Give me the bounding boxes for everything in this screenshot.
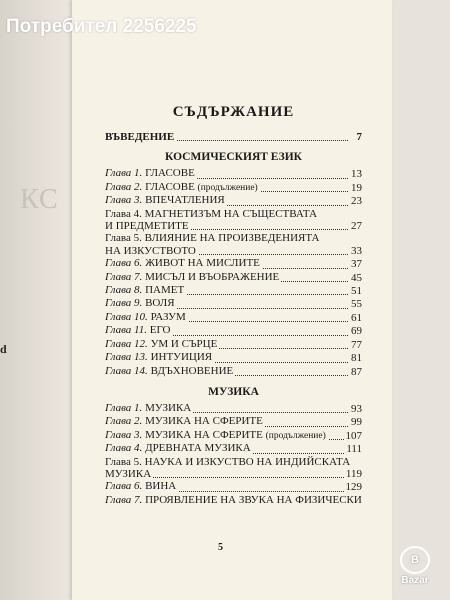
chapter-page: 45 — [351, 271, 362, 284]
chapter-prefix: Глава 5. — [105, 232, 142, 245]
chapter-page: 77 — [351, 338, 362, 351]
chapter-prefix: Глава 3. — [105, 194, 143, 207]
chapter-title: МАГНЕТИЗЪМ НА СЪЩЕСТВАТА — [144, 207, 318, 220]
chapter-prefix: Глава 9. — [105, 297, 143, 310]
chapter-prefix: Глава 6. — [105, 480, 143, 493]
toc-entry — [105, 429, 362, 442]
toc-entry — [105, 442, 362, 455]
chapter-page: 51 — [351, 285, 362, 298]
toc-entry — [105, 181, 362, 194]
chapter-page: 69 — [351, 325, 362, 338]
toc-entry — [105, 324, 362, 337]
chapter-subtitle: (продължение) — [197, 182, 258, 193]
toc-entry — [105, 351, 362, 364]
toc-entry — [105, 365, 362, 378]
page-number: 5 — [218, 542, 223, 553]
chapter-prefix: Глава 2. — [105, 415, 143, 428]
chapter-page: 81 — [351, 352, 362, 365]
chapter-prefix: Глава 5. — [105, 455, 142, 468]
intro-label: ВЪВЕДЕНИЕ — [105, 131, 175, 143]
toc-entry — [105, 208, 362, 233]
toc-entry — [105, 257, 362, 270]
chapter-title: УМ И СЪРЦЕ — [150, 337, 218, 350]
previous-page-text-fragment: d — [0, 342, 7, 356]
chapter-prefix: Глава 11. — [105, 324, 147, 337]
toc-entry — [105, 494, 362, 507]
chapter-title: МИСЪЛ И ВЪОБРАЖЕНИЕ — [145, 270, 280, 283]
chapter-prefix: Глава 4. — [105, 442, 143, 455]
toc-entry — [105, 402, 362, 415]
toc-entry — [105, 338, 362, 351]
chapter-prefix: Глава 7. — [105, 270, 143, 283]
previous-page-title-fragment: КС — [20, 184, 59, 215]
chapter-title-continued: И ПРЕДМЕТИТЕ — [105, 220, 189, 233]
chapter-page: 111 — [346, 443, 362, 456]
previous-page — [0, 0, 80, 600]
chapter-title: ИНТУИЦИЯ — [150, 351, 213, 364]
chapter-prefix: Глава 1. — [105, 167, 143, 180]
toc-entry — [105, 232, 362, 257]
table-of-contents — [105, 100, 362, 507]
chapter-prefix: Глава 8. — [105, 284, 143, 297]
chapter-page: 37 — [351, 258, 362, 271]
chapter-page: 129 — [345, 481, 362, 494]
section-title: КОСМИЧЕСКИЯТ ЕЗИК — [165, 151, 302, 164]
page-title: СЪДЪРЖАНИЕ — [172, 104, 295, 120]
chapter-title: НАУКА И ИЗКУСТВО НА ИНДИЙСКАТА — [144, 455, 351, 468]
chapter-prefix: Глава 6. — [105, 257, 143, 270]
chapter-prefix: Глава 7. — [105, 493, 143, 506]
chapter-page: 33 — [351, 244, 362, 257]
bazar-logo — [383, 546, 447, 586]
toc-entry — [105, 284, 362, 297]
chapter-page: 93 — [351, 402, 362, 415]
chapter-prefix: Глава 1. — [105, 401, 143, 414]
toc-entry — [105, 271, 362, 284]
toc-entry — [105, 194, 362, 207]
chapter-page: 13 — [351, 168, 362, 181]
toc-entry — [105, 297, 362, 310]
chapter-prefix: Глава 3. — [105, 428, 143, 441]
chapter-title: МУЗИКА — [145, 401, 192, 414]
chapter-title-continued: МУЗИКА — [105, 467, 152, 480]
chapter-title: ПРОЯВЛЕНИЕ НА ЗВУКА НА ФИЗИЧЕСКИ — [145, 493, 362, 506]
toc-entry — [105, 311, 362, 324]
toc-entry — [105, 167, 362, 180]
chapter-page: 55 — [351, 298, 362, 311]
chapter-subtitle: (продължение) — [265, 430, 326, 441]
chapter-prefix: Глава 14. — [105, 364, 148, 377]
sections — [105, 151, 362, 507]
chapter-page: 107 — [345, 429, 362, 442]
chapter-title: ГЛАСОВЕ — [145, 167, 195, 180]
toc-entry — [105, 480, 362, 493]
chapter-prefix: Глава 10. — [105, 310, 148, 323]
chapter-page: 99 — [351, 416, 362, 429]
logo-mark: B — [400, 546, 430, 574]
chapter-page: 27 — [351, 220, 362, 233]
chapter-title: ЖИВОТ НА МИСЛИТЕ — [145, 257, 260, 270]
chapter-title: ВДЪХНОВЕНИЕ — [150, 364, 234, 377]
section-title: МУЗИКА — [208, 385, 259, 398]
watermark: Потребител 2256225 — [6, 16, 197, 37]
chapter-title: МУЗИКА НА СФЕРИТЕ — [145, 415, 263, 428]
chapter-prefix: Глава 4. — [105, 207, 142, 220]
toc-entry — [105, 456, 362, 481]
chapter-title-continued: НА ИЗКУСТВОТО — [105, 244, 196, 257]
intro-entry — [105, 131, 362, 143]
chapter-title: ВОЛЯ — [145, 297, 175, 310]
chapter-title: ПАМЕТ — [145, 284, 185, 297]
chapter-page: 119 — [345, 467, 362, 480]
logo-text: Bazar — [401, 575, 429, 586]
chapter-title: ВИНА — [145, 480, 177, 493]
chapter-title: ГЛАСОВЕ — [145, 180, 198, 193]
intro-page: 7 — [356, 131, 362, 143]
chapter-prefix: Глава 13. — [105, 351, 148, 364]
chapter-page: 87 — [351, 365, 362, 378]
chapter-title: ДРЕВНАТА МУЗИКА — [145, 442, 251, 455]
chapter-title: РАЗУМ — [150, 310, 186, 323]
chapter-title: ВЛИЯНИЕ НА ПРОИЗВЕДЕНИЯТА — [144, 232, 320, 245]
chapter-title: ЕГО — [149, 324, 171, 337]
chapter-page: 23 — [351, 195, 362, 208]
chapter-prefix: Глава 12. — [105, 337, 148, 350]
chapter-page: 19 — [351, 181, 362, 194]
chapter-title: ВПЕЧАТЛЕНИЯ — [145, 194, 225, 207]
chapter-title: МУЗИКА НА СФЕРИТЕ — [145, 428, 266, 441]
chapter-page: 61 — [351, 311, 362, 324]
chapter-prefix: Глава 2. — [105, 180, 143, 193]
toc-entry — [105, 415, 362, 428]
